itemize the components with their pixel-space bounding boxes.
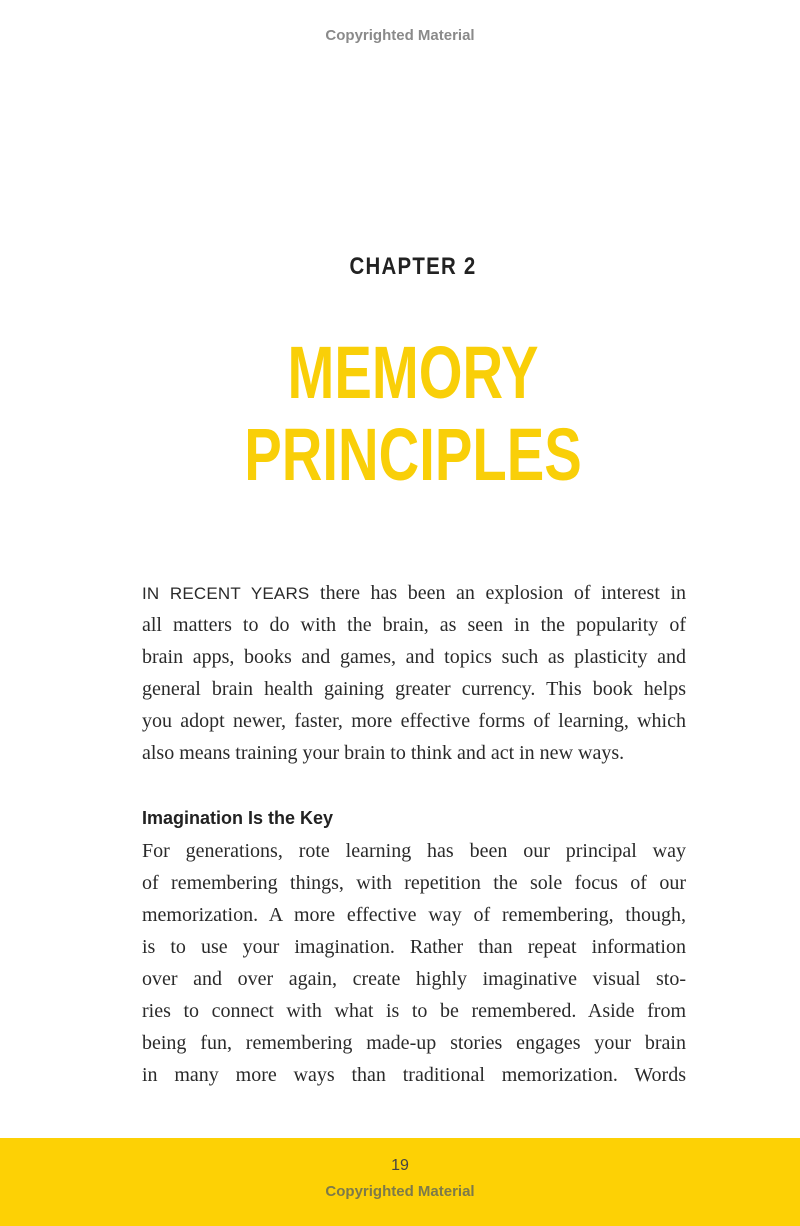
copyright-watermark-bottom: Copyrighted Material: [325, 1183, 475, 1200]
small-caps-lead: IN RECENT YEARS: [142, 584, 310, 603]
section-subheading: Imagination Is the Key: [142, 808, 334, 828]
copyright-watermark-top: Copyrighted Material: [325, 27, 475, 44]
chapter-title-line: PRINCIPLES: [244, 413, 582, 496]
text-line: of remembering things, with repetition the sole focus of our: [142, 872, 686, 894]
text-line: is to use your imagination. Rather than repeat information: [142, 936, 686, 958]
text-line: being fun, remembering made-up stories engages your brain: [142, 1032, 686, 1054]
chapter-title-line: MEMORY: [287, 331, 539, 414]
text-line: For generations, rote learning has been our principal way: [142, 840, 686, 862]
text-line: ries to connect with what is to be remembered. Aside from: [142, 1000, 686, 1022]
page-footer: [0, 1138, 800, 1226]
paragraph-intro: [142, 577, 686, 769]
text-line: you adopt newer, faster, more effective forms of learning, which: [142, 710, 686, 732]
text-line: memorization. A more effective way of remembering, though,: [142, 904, 686, 926]
text-line: over and over again, create highly imaginative visual sto-: [142, 968, 686, 990]
text-line: in many more ways than traditional memorization. Words: [142, 1064, 686, 1086]
paragraph-imagination: [142, 835, 686, 1091]
page-number: 19: [391, 1157, 409, 1174]
text-line: general brain health gaining greater currency. This book helps: [142, 678, 686, 700]
chapter-label: CHAPTER 2: [349, 253, 477, 280]
text-line: [142, 577, 686, 609]
text-line: also means training your brain to think and act in new ways.: [142, 742, 625, 764]
text-line: brain apps, books and games, and topics such as plasticity and: [142, 646, 686, 668]
text-fragment: there has been an explosion of interest in: [309, 582, 687, 604]
text-line: all matters to do with the brain, as seen in the popularity of: [142, 614, 686, 636]
